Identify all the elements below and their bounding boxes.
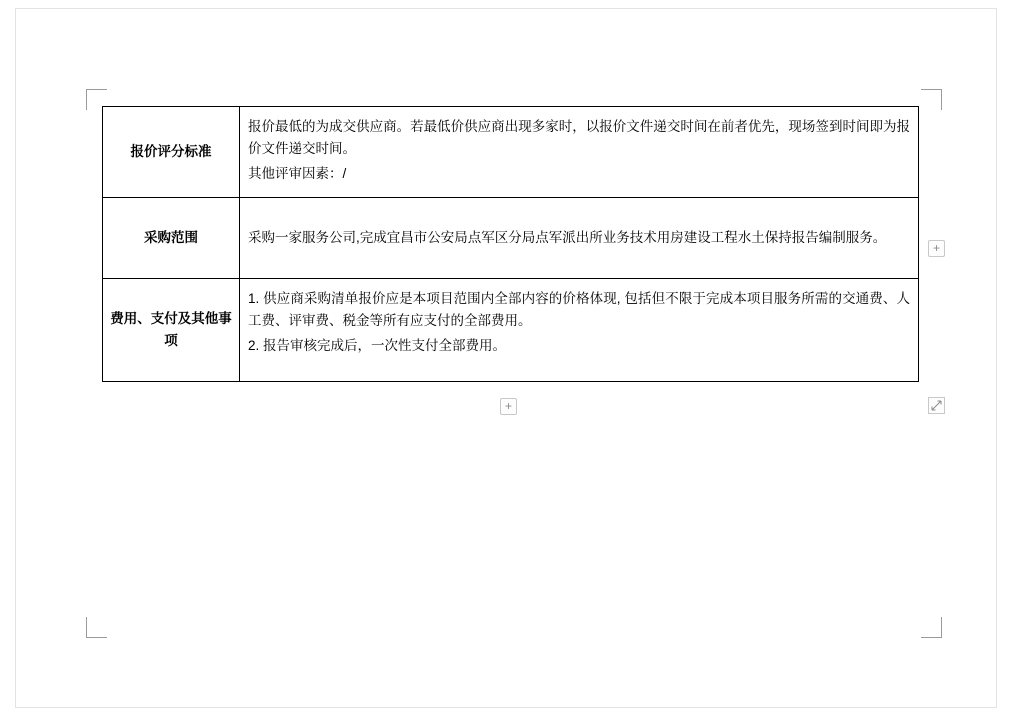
row-content-scoring-criteria: [240, 107, 919, 198]
row-label-fees-payment-other: 费用、支付及其他事项: [103, 279, 240, 382]
row-content-procurement-scope: [240, 198, 919, 279]
paragraph: 2. 报告审核完成后，一次性支付全部费用。: [248, 337, 507, 353]
margin-mark-bottom-right: [921, 617, 942, 638]
row-content-fees-payment-other: [240, 279, 919, 382]
table-row: [103, 279, 919, 382]
document-page: [15, 8, 997, 708]
paragraph: 其他评审因素：/: [248, 165, 347, 181]
paragraph: 采购一家服务公司,完成宜昌市公安局点军区分局点军派出所业务技术用房建设工程水土保持报告编制服务。: [248, 229, 887, 245]
row-label-scoring-criteria: 报价评分标准: [103, 107, 240, 198]
procurement-table: [102, 106, 919, 382]
table-row: [103, 198, 919, 279]
table-resize-handle[interactable]: [928, 397, 945, 414]
add-row-button[interactable]: +: [500, 398, 517, 415]
table-row: [103, 107, 919, 198]
paragraph: 报价最低的为成交供应商。若最低价供应商出现多家时，以报价文件递交时间在前者优先，现场签到时间即为报价文件递交时间。: [248, 119, 910, 157]
margin-mark-top-right: [921, 89, 942, 110]
add-column-button[interactable]: +: [928, 240, 945, 257]
paragraph: 1. 供应商采购清单报价应是本项目范围内全部内容的价格体现, 包括但不限于完成本项目服务所需的交通费、人工费、评审费、税金等所有应支付的全部费用。: [248, 291, 910, 329]
margin-mark-bottom-left: [86, 617, 107, 638]
row-label-procurement-scope: 采购范围: [103, 198, 240, 279]
